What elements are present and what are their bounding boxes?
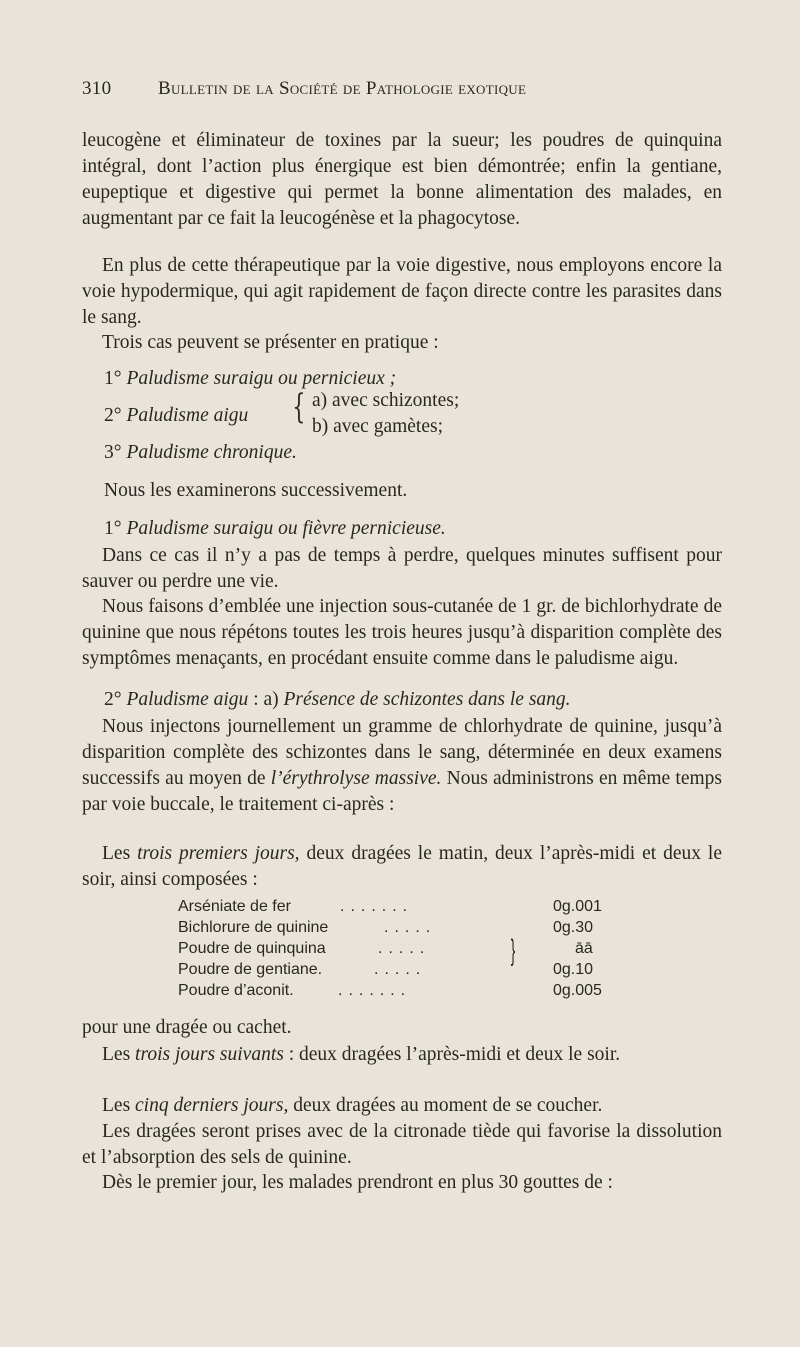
- recipe-row: Arséniate de fer ....... 0g.001: [178, 898, 602, 915]
- paragraph-3: Trois cas peuvent se présenter en pratique :: [102, 332, 439, 353]
- paragraph-1: leucogène et éliminateur de toxines par la sueur; les poudres de quinquina intégral, dont l’action plus énergique est bien démontrée; enfin la gentiane, eupeptique et digestive qui permet la bonne alimentation des malades, en augmentant par ce fait la leucogénèse et la phagocytose.: [82, 130, 722, 229]
- brace-icon: {: [292, 387, 306, 427]
- section-1-heading: 1° Paludisme suraigu ou fièvre pernicieuse.: [104, 518, 446, 539]
- recipe-row: Poudre de quinquina ..... āā: [178, 940, 593, 957]
- paragraph-7: Nous injectons journellement un gramme de chlorhydrate de quinine, jusqu’à disparition complète des schizontes dans le sang, déterminée en deux examens successifs au moyen de l’érythrolyse massive. Nous administrons en même temps par voie buccale, le traitement ci-après :: [82, 716, 722, 815]
- running-header: [82, 78, 722, 106]
- paragraph-2: En plus de cette thérapeutique par la voie digestive, nous employons encore la voie hypodermique, qui agit rapidement de façon directe contre les parasites dans le sang.: [82, 255, 722, 328]
- brace-icon: }: [510, 934, 516, 967]
- section-2-heading: 2° Paludisme aigu : a) Présence de schizontes dans le sang.: [104, 689, 571, 710]
- running-title: Bulletin de la Société de Pathologie exotique: [158, 78, 527, 99]
- recipe-row: Bichlorure de quinine ..... 0g.30: [178, 919, 594, 936]
- paragraph-5: Dans ce cas il n’y a pas de temps à perdre, quelques minutes suffisent pour sauver ou perdre une vie.: [82, 545, 722, 592]
- list-item-3: 3° Paludisme chronique.: [104, 442, 297, 463]
- paragraph-12: Les dragées seront prises avec de la citronade tiède qui favorise la dissolution et l’absorption des sels de quinine.: [82, 1121, 722, 1168]
- list-item-2: 2° Paludisme aigu: [104, 405, 249, 426]
- list-item-2a: a) avec schizontes;: [312, 390, 460, 411]
- paragraph-9: pour une dragée ou cachet.: [82, 1017, 292, 1038]
- paragraph-4: Nous les examinerons successivement.: [104, 480, 408, 501]
- paragraph-8: Les trois premiers jours, deux dragées le matin, deux l’après-midi et deux le soir, ainsi composées :: [82, 843, 722, 890]
- page-number: 310: [82, 78, 112, 99]
- recipe-row: Poudre d’aconit. ....... 0g.005: [178, 982, 602, 999]
- paragraph-10: Les trois jours suivants : deux dragées l’après-midi et deux le soir.: [102, 1044, 621, 1065]
- paragraph-6: Nous faisons d’emblée une injection sous-cutanée de 1 gr. de bichlorhydrate de quinine que nous répétons toutes les trois heures jusqu’à disparition complète des symptômes menaçants, en procédant ensuite comme dans le paludisme aigu.: [82, 596, 722, 669]
- paragraph-13: Dès le premier jour, les malades prendront en plus 30 gouttes de :: [102, 1172, 613, 1193]
- recipe-row: Poudre de gentiane. ..... 0g.10: [178, 961, 594, 978]
- list-item-1: 1° Paludisme suraigu ou pernicieux ;: [104, 368, 397, 389]
- paragraph-11: Les cinq derniers jours, deux dragées au moment de se coucher.: [102, 1095, 603, 1116]
- list-item-2b: b) avec gamètes;: [312, 416, 444, 437]
